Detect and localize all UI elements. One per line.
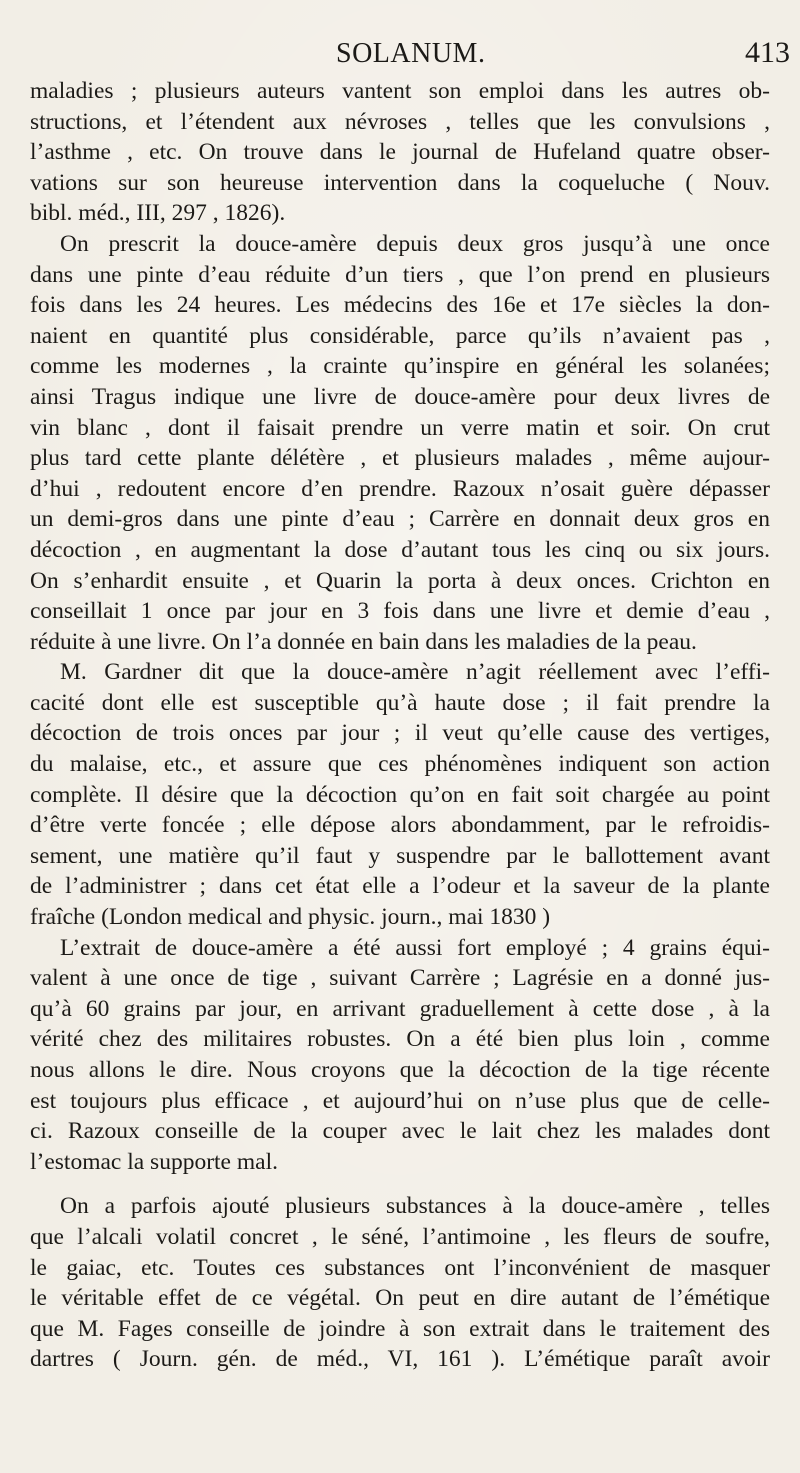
text-line: du malaise, etc., et assure que ces phénomènes indiquent son action — [30, 751, 770, 778]
text-line: plus tard cette plante délétère , et plusieurs malades , même aujour- — [30, 445, 770, 472]
text-line: décoction de trois onces par jour ; il veut qu’elle cause des vertiges, — [30, 720, 770, 747]
text-line: comme les modernes , la crainte qu’inspire en général les solanées; — [30, 353, 770, 380]
text-line: ainsi Tragus indique une livre de douce-amère pour deux livres de — [30, 383, 770, 410]
text-line: décoction , en augmentant la dose d’autant tous les cinq ou six jours. — [30, 536, 770, 563]
text-line: complète. Il désire que la décoction qu’on en fait soit chargée au point — [30, 781, 770, 808]
text-line: un demi-gros dans une pinte d’eau ; Carrère en donnait deux gros en — [30, 506, 770, 533]
text-line: valent à une once de tige , suivant Carrère ; Lagrésie en a donné jus- — [30, 965, 770, 992]
text-line: le gaiac, etc. Toutes ces substances ont l’inconvénient de masquer — [30, 1254, 770, 1281]
text-line: l’asthme , etc. On trouve dans le journal de Hufeland quatre obser- — [30, 139, 770, 166]
text-line: cacité dont elle est susceptible qu’à haute dose ; il fait prendre la — [30, 689, 770, 716]
text-line: réduite à une livre. On l’a donnée en bain dans les maladies de la peau. — [30, 628, 697, 655]
text-line: vérité chez des militaires robustes. On a été bien plus loin , comme — [30, 1026, 770, 1053]
text-line: sement, une matière qu’il faut y suspendre par le ballottement avant — [30, 842, 770, 869]
text-line: conseillait 1 once par jour en 3 fois dans une livre et demie d’eau , — [30, 598, 770, 625]
text-line: d’être verte foncée ; elle dépose alors abondamment, par le refroidis- — [30, 812, 770, 839]
text-line: vations sur son heureuse intervention dans la coqueluche ( Nouv. — [30, 169, 770, 196]
page-number: 413 — [745, 36, 790, 69]
text-line: maladies ; plusieurs auteurs vantent son emploi dans les autres ob- — [30, 78, 770, 104]
text-line: dans une pinte d’eau réduite d’un tiers , que l’on prend en plusieurs — [30, 261, 770, 288]
text-line: dartres ( Journ. gén. de méd., VI, 161 ). L’émétique paraît avoir — [30, 1346, 770, 1373]
text-line: nous allons le dire. Nous croyons que la décoction de la tige récente — [30, 1057, 770, 1083]
page-header — [0, 34, 800, 74]
text-line: fois dans les 24 heures. Les médecins des 16e et 17e siècles la don- — [30, 292, 770, 319]
text-line: que M. Fages conseille de joindre à son extrait dans le traitement des — [30, 1315, 770, 1342]
text-line: d’hui , redoutent encore d’en prendre. Razoux n’osait guère dépasser — [30, 475, 770, 502]
paragraph-gap — [30, 1177, 770, 1191]
text-line: l’estomac la supporte mal. — [30, 1148, 278, 1175]
text-line: M. Gardner dit que la douce-amère n’agit réellement avec l’effi- — [60, 659, 770, 686]
text-line: le véritable effet de ce végétal. On peut en dire autant de l’émétique — [30, 1285, 770, 1312]
text-line: naient en quantité plus considérable, parce qu’ils n’avaient pas , — [30, 322, 770, 349]
text-line: de l’administrer ; dans cet état elle a l’odeur et la saveur de la plante — [30, 873, 770, 900]
text-line: qu’à 60 grains par jour, en arrivant graduellement à cette dose , à la — [30, 995, 770, 1022]
text-line: On a parfois ajouté plusieurs substances à la douce-amère , telles — [60, 1193, 770, 1220]
running-title: SOLANUM. — [336, 38, 486, 69]
text-line: est toujours plus efficace , et aujourd’hui on n’use plus que de celle- — [30, 1087, 770, 1114]
text-line: On s’enhardit ensuite , et Quarin la porta à deux onces. Crichton en — [30, 567, 770, 594]
text-line: fraîche (London medical and physic. journ., mai 1830 ) — [30, 904, 551, 931]
text-line: L’extrait de douce-amère a été aussi fort employé ; 4 grains équi- — [60, 934, 770, 961]
text-line: On prescrit la douce-amère depuis deux gros jusqu’à une once — [60, 230, 770, 257]
body-text — [30, 76, 770, 1375]
text-line: que l’alcali volatil concret , le séné, l’antimoine , les fleurs de soufre, — [30, 1223, 770, 1250]
text-line: bibl. méd., III, 297 , 1826). — [30, 200, 286, 227]
text-line: structions, et l’étendent aux névroses , telles que les convulsions , — [30, 108, 770, 135]
text-line: ci. Razoux conseille de la couper avec le lait chez les malades dont — [30, 1118, 770, 1145]
text-line: vin blanc , dont il faisait prendre un verre matin et soir. On crut — [30, 414, 770, 441]
